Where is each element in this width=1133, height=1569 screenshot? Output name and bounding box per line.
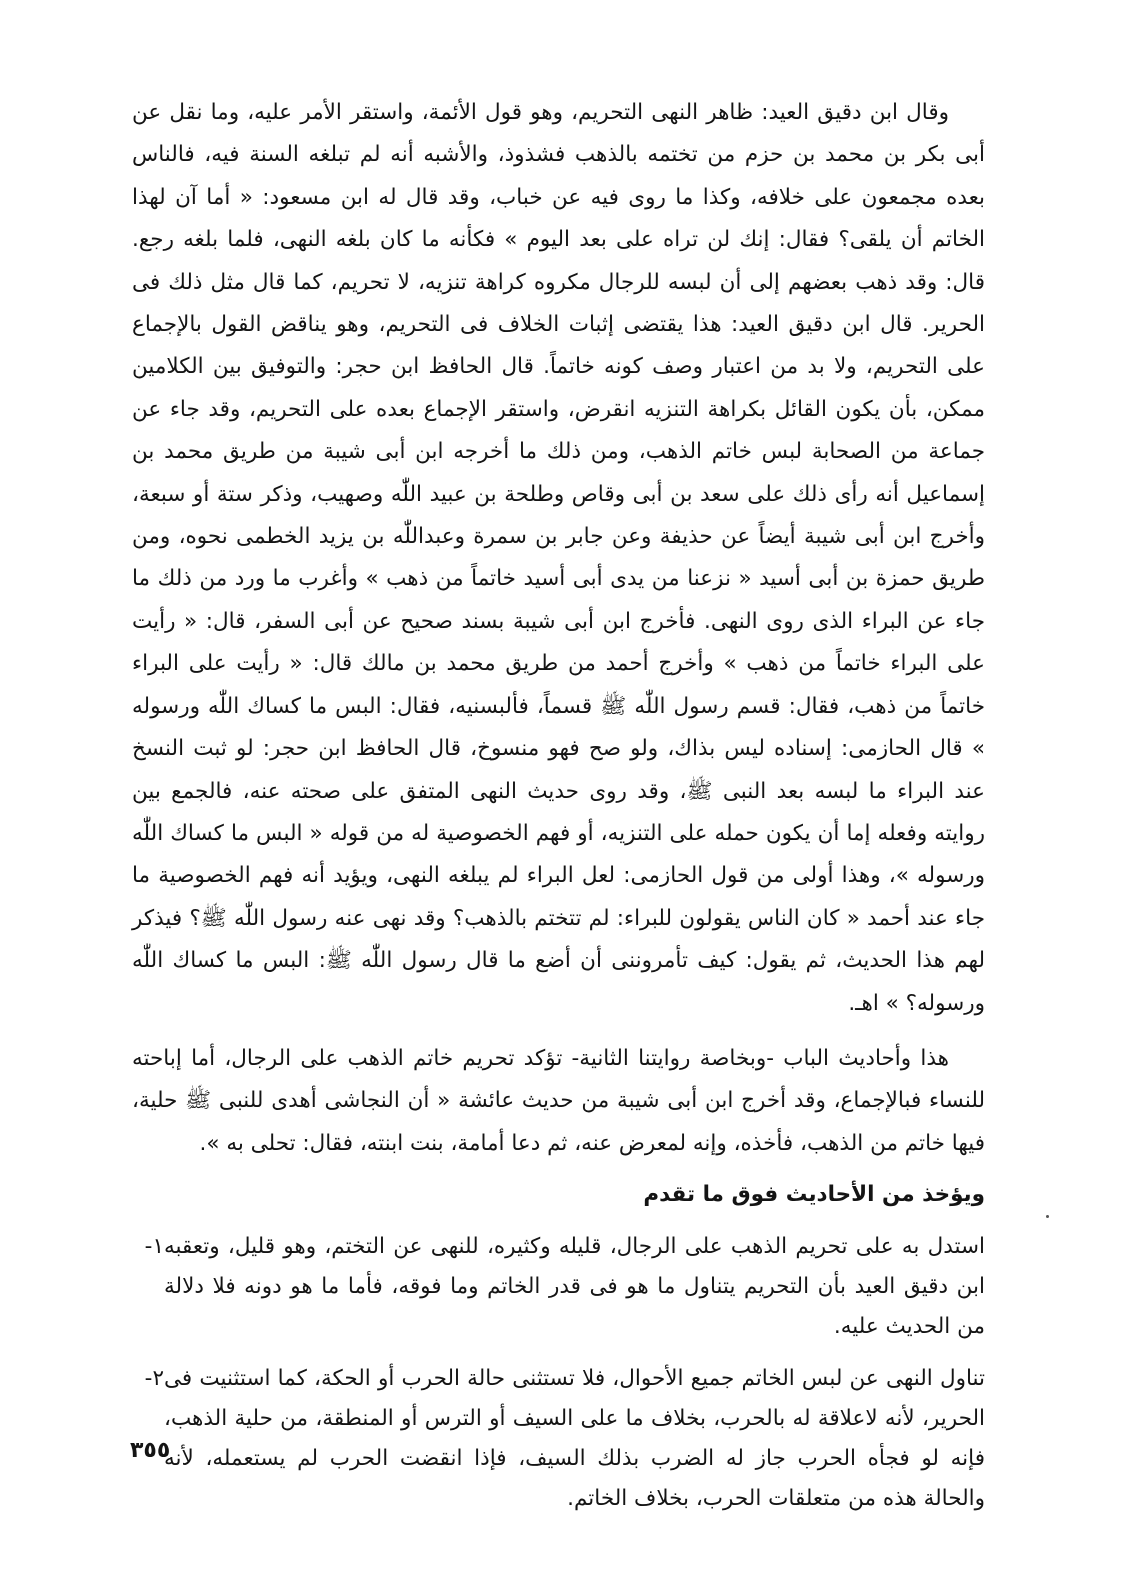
list-item-number: ٢- xyxy=(144,1366,164,1392)
paragraph-hadith-summary: هذا وأحاديث الباب -وبخاصة روايتنا الثانية- تؤكد تحريم خاتم الذهب على الرجال، أما إباحته للنساء فبالإجماع، وقد أخرج ابن أبى شيبة من حديث عائشة « أن النجاشى أهدى للنبى ﷺ حلية، فيها خاتم من الذهب، فأخذه، وإنه لمعرض عنه، ثم دعا أمامة، بنت ابنته، فقال: تحلى به ». xyxy=(132,1045,985,1156)
margin-mark xyxy=(1046,1215,1049,1218)
list-item-number: ١- xyxy=(144,1234,164,1260)
list-item-text: استدل به على تحريم الذهب على الرجال، قليله وكثيره، للنهى عن التختم، وهو قليل، وتعقبه ابن دقيق العيد بأن التحريم يتناول ما هو فى قدر الخاتم وما فوقه، فأما ما هو دونه فلا دلالة من الحديث عليه. xyxy=(164,1234,985,1340)
section-heading: ويؤخذ من الأحاديث فوق ما تقدم xyxy=(643,1182,985,1208)
paragraph-ibn-daqiq: وقال ابن دقيق العيد: ظاهر النهى التحريم، وهو قول الأئمة، واستقر الأمر عليه، وما نقل عن أبى بكر بن محمد بن حزم من تختمه بالذهب فشذوذ، والأشبه أنه لم تبلغه السنة فيه، فالناس بعده مجمعون على خلافه، وكذا ما روى فيه عن خباب، وقد قال له ابن مسعود: « أما آن لهذا الخاتم أن يلقى؟ فقال: إنك لن تراه على بعد اليوم » فكأنه ما كان بلغه النهى، فلما بلغه رجع. قال: وقد ذهب بعضهم إلى أن لبسه للرجال مكروه كراهة تنزيه، لا تحريم، كما قال مثل ذلك فى الحرير. قال ابن دقيق العيد: هذا يقتضى إثبات الخلاف فى التحريم، وهو يناقض القول بالإجماع على التحريم، ولا بد من اعتبار وصف كونه خاتماً. قال الحافظ ابن حجر: والتوفيق بين الكلامين ممكن، بأن يكون القائل بكراهة التنزيه انقرض، واستقر الإجماع بعده على التحريم، وقد جاء عن جماعة من الصحابة لبس خاتم الذهب، ومن ذلك ما أخرجه ابن أبى شيبة من طريق محمد بن إسماعيل أنه رأى ذلك على سعد بن أبى وقاص وطلحة بن عبيد اللّٰه وصهيب، وذكر ستة أو سبعة، وأخرج ابن أبى شيبة أيضاً عن حذيفة وعن جابر بن سمرة وعبداللّٰه بن يزيد الخطمى نحوه، ومن طريق حمزة بن أبى أسيد « نزعنا من يدى أبى أسيد خاتماً من ذهب » وأغرب ما ورد من ذلك ما جاء عن البراء الذى روى النهى. فأخرج ابن أبى شيبة بسند صحيح عن أبى السفر، قال: « رأيت على البراء خاتماً من ذهب » وأخرج أحمد من طريق محمد بن مالك قال: « رأيت على البراء خاتماً من ذهب، فقال: قسم رسول اللّٰه ﷺ قسماً، فألبسنيه، فقال: البس ما كساك اللّٰه ورسوله » قال الحازمى: إسناده ليس بذاك، ولو صح فهو منسوخ، قال الحافظ ابن حجر: لو ثبت النسخ عند البراء ما لبسه بعد النبى ﷺ، وقد روى حديث النهى المتفق على صحته عنه، فالجمع بين روايته وفعله إما أن يكون حمله على التنزيه، أو فهم الخصوصية له من قوله « البس ما كساك اللّٰه ورسوله »، وهذا أولى من قول الحازمى: لعل البراء لم يبلغه النهى، ويؤيد أنه فهم الخصوصية ما جاء عند أحمد « كان الناس يقولون للبراء: لم تتختم بالذهب؟ وقد نهى عنه رسول اللّٰه ﷺ؟ فيذكر لهم هذا الحديث، ثم يقول: كيف تأمروننى أن أضع ما قال رسول اللّٰه ﷺ: البس ما كساك اللّٰه ورسوله؟ » اهـ. xyxy=(132,100,985,1016)
list-item xyxy=(132,1359,985,1519)
page-number: ٣٥٥ xyxy=(130,1438,171,1463)
list-item xyxy=(132,1227,985,1347)
list-item-text: تناول النهى عن لبس الخاتم جميع الأحوال، فلا تستثنى حالة الحرب أو الحكة، كما استثنيت فى الحرير، لأنه لاعلاقة له بالحرب، بخلاف ما على السيف أو الترس أو المنطقة، من حلية الذهب، فإنه لو فجأه الحرب جاز له الضرب بذلك السيف، فإذا انقضت الحرب لم يستعمله، لأنه والحالة هذه من متعلقات الحرب، بخلاف الخاتم. xyxy=(164,1366,985,1512)
